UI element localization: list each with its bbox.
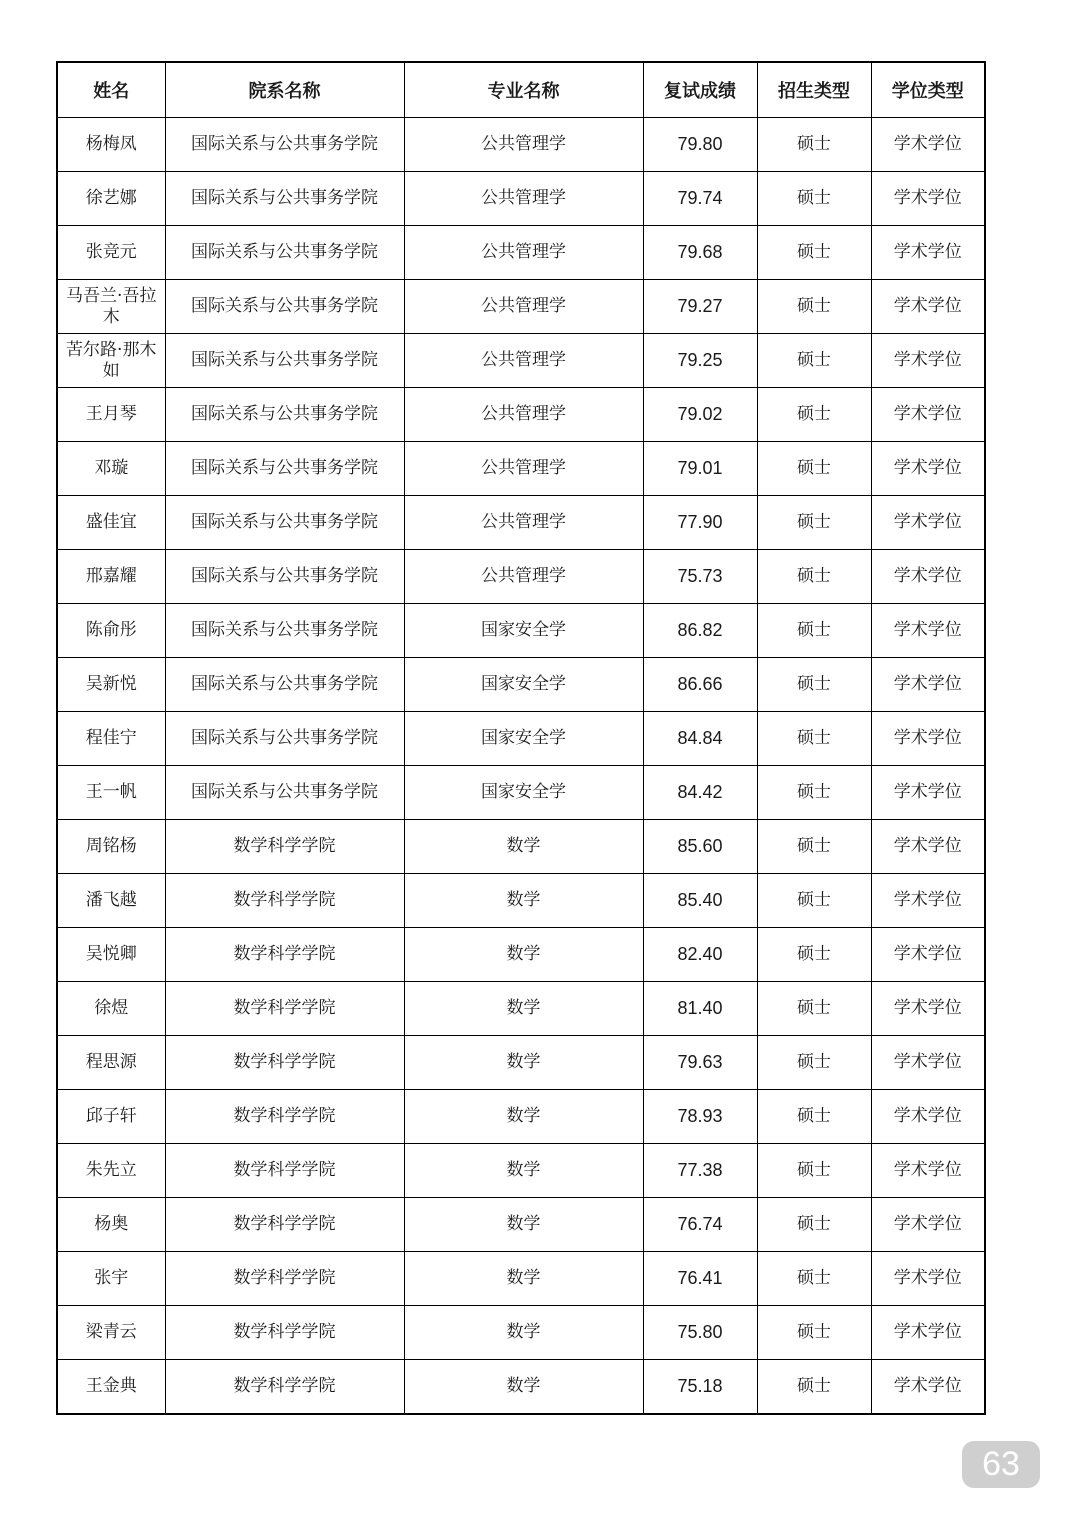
cell-department: 数学科学学院 [165, 1198, 404, 1252]
cell-score: 79.80 [643, 118, 757, 172]
cell-score: 75.80 [643, 1306, 757, 1360]
cell-score: 79.27 [643, 280, 757, 334]
cell-score: 79.01 [643, 442, 757, 496]
cell-enroll-type: 硕士 [757, 658, 871, 712]
table-header [57, 62, 985, 118]
cell-degree-type: 学术学位 [871, 1306, 985, 1360]
cell-score: 77.90 [643, 496, 757, 550]
cell-score: 78.93 [643, 1090, 757, 1144]
table-row [57, 874, 985, 928]
table-row [57, 1144, 985, 1198]
cell-major: 国家安全学 [404, 604, 643, 658]
table-row [57, 496, 985, 550]
cell-department: 数学科学学院 [165, 1360, 404, 1415]
cell-major: 公共管理学 [404, 226, 643, 280]
cell-degree-type: 学术学位 [871, 550, 985, 604]
cell-major: 公共管理学 [404, 118, 643, 172]
cell-major: 数学 [404, 1306, 643, 1360]
cell-enroll-type: 硕士 [757, 118, 871, 172]
cell-name: 杨梅凤 [57, 118, 165, 172]
cell-major: 数学 [404, 1198, 643, 1252]
cell-department: 国际关系与公共事务学院 [165, 334, 404, 388]
cell-name: 陈俞彤 [57, 604, 165, 658]
cell-degree-type: 学术学位 [871, 280, 985, 334]
cell-score: 82.40 [643, 928, 757, 982]
cell-score: 76.74 [643, 1198, 757, 1252]
cell-name: 周铭杨 [57, 820, 165, 874]
cell-degree-type: 学术学位 [871, 1252, 985, 1306]
cell-department: 数学科学学院 [165, 1252, 404, 1306]
cell-enroll-type: 硕士 [757, 874, 871, 928]
cell-score: 86.66 [643, 658, 757, 712]
cell-major: 数学 [404, 874, 643, 928]
cell-major: 国家安全学 [404, 712, 643, 766]
cell-enroll-type: 硕士 [757, 982, 871, 1036]
admission-table [56, 61, 986, 1415]
cell-major: 数学 [404, 1036, 643, 1090]
cell-enroll-type: 硕士 [757, 1036, 871, 1090]
cell-department: 国际关系与公共事务学院 [165, 496, 404, 550]
table-row [57, 712, 985, 766]
table-row [57, 550, 985, 604]
cell-enroll-type: 硕士 [757, 496, 871, 550]
cell-score: 84.84 [643, 712, 757, 766]
cell-enroll-type: 硕士 [757, 280, 871, 334]
cell-enroll-type: 硕士 [757, 766, 871, 820]
cell-score: 75.18 [643, 1360, 757, 1415]
cell-name: 程思源 [57, 1036, 165, 1090]
cell-department: 国际关系与公共事务学院 [165, 280, 404, 334]
cell-enroll-type: 硕士 [757, 604, 871, 658]
table-row [57, 1090, 985, 1144]
table-row [57, 172, 985, 226]
cell-major: 公共管理学 [404, 172, 643, 226]
cell-name: 徐艺娜 [57, 172, 165, 226]
cell-degree-type: 学术学位 [871, 982, 985, 1036]
cell-degree-type: 学术学位 [871, 928, 985, 982]
cell-name: 张宇 [57, 1252, 165, 1306]
cell-enroll-type: 硕士 [757, 550, 871, 604]
cell-score: 85.40 [643, 874, 757, 928]
table-row [57, 226, 985, 280]
cell-name: 吴悦卿 [57, 928, 165, 982]
cell-major: 数学 [404, 1090, 643, 1144]
cell-score: 79.25 [643, 334, 757, 388]
cell-name: 梁青云 [57, 1306, 165, 1360]
cell-score: 77.38 [643, 1144, 757, 1198]
cell-score: 79.02 [643, 388, 757, 442]
cell-degree-type: 学术学位 [871, 1198, 985, 1252]
cell-score: 79.68 [643, 226, 757, 280]
table-row [57, 334, 985, 388]
table-row [57, 658, 985, 712]
cell-department: 国际关系与公共事务学院 [165, 604, 404, 658]
table-body [57, 118, 985, 1415]
cell-enroll-type: 硕士 [757, 1306, 871, 1360]
header-score: 复试成绩 [643, 62, 757, 118]
cell-name: 邢嘉耀 [57, 550, 165, 604]
cell-degree-type: 学术学位 [871, 172, 985, 226]
cell-degree-type: 学术学位 [871, 874, 985, 928]
table-row [57, 928, 985, 982]
cell-major: 公共管理学 [404, 550, 643, 604]
cell-score: 86.82 [643, 604, 757, 658]
cell-degree-type: 学术学位 [871, 226, 985, 280]
cell-score: 84.42 [643, 766, 757, 820]
cell-degree-type: 学术学位 [871, 820, 985, 874]
header-department: 院系名称 [165, 62, 404, 118]
cell-name: 王一帆 [57, 766, 165, 820]
cell-department: 国际关系与公共事务学院 [165, 766, 404, 820]
table-row [57, 1198, 985, 1252]
cell-enroll-type: 硕士 [757, 1252, 871, 1306]
table-row [57, 1252, 985, 1306]
table-row [57, 442, 985, 496]
cell-department: 数学科学学院 [165, 874, 404, 928]
table-row [57, 820, 985, 874]
cell-name: 王月琴 [57, 388, 165, 442]
cell-degree-type: 学术学位 [871, 1360, 985, 1415]
cell-name: 马吾兰·吾拉木 [57, 280, 165, 334]
table-row [57, 1036, 985, 1090]
cell-enroll-type: 硕士 [757, 172, 871, 226]
cell-name: 吴新悦 [57, 658, 165, 712]
table-row [57, 604, 985, 658]
cell-major: 数学 [404, 1252, 643, 1306]
cell-degree-type: 学术学位 [871, 604, 985, 658]
cell-degree-type: 学术学位 [871, 496, 985, 550]
cell-name: 程佳宁 [57, 712, 165, 766]
cell-score: 81.40 [643, 982, 757, 1036]
cell-department: 国际关系与公共事务学院 [165, 118, 404, 172]
cell-department: 数学科学学院 [165, 1090, 404, 1144]
cell-department: 国际关系与公共事务学院 [165, 442, 404, 496]
cell-enroll-type: 硕士 [757, 334, 871, 388]
cell-degree-type: 学术学位 [871, 1090, 985, 1144]
cell-degree-type: 学术学位 [871, 766, 985, 820]
table-row [57, 118, 985, 172]
cell-degree-type: 学术学位 [871, 118, 985, 172]
cell-name: 杨奥 [57, 1198, 165, 1252]
table-row [57, 1306, 985, 1360]
cell-name: 邓璇 [57, 442, 165, 496]
cell-major: 国家安全学 [404, 766, 643, 820]
cell-major: 数学 [404, 1360, 643, 1415]
table-row [57, 1360, 985, 1415]
cell-major: 公共管理学 [404, 442, 643, 496]
cell-department: 国际关系与公共事务学院 [165, 550, 404, 604]
cell-major: 国家安全学 [404, 658, 643, 712]
cell-degree-type: 学术学位 [871, 1036, 985, 1090]
cell-name: 徐煜 [57, 982, 165, 1036]
cell-department: 国际关系与公共事务学院 [165, 172, 404, 226]
cell-name: 潘飞越 [57, 874, 165, 928]
header-major: 专业名称 [404, 62, 643, 118]
cell-degree-type: 学术学位 [871, 712, 985, 766]
header-degree-type: 学位类型 [871, 62, 985, 118]
cell-score: 76.41 [643, 1252, 757, 1306]
cell-score: 85.60 [643, 820, 757, 874]
cell-enroll-type: 硕士 [757, 928, 871, 982]
cell-degree-type: 学术学位 [871, 388, 985, 442]
cell-degree-type: 学术学位 [871, 1144, 985, 1198]
table-row [57, 766, 985, 820]
cell-score: 79.63 [643, 1036, 757, 1090]
cell-enroll-type: 硕士 [757, 712, 871, 766]
cell-department: 数学科学学院 [165, 1036, 404, 1090]
cell-degree-type: 学术学位 [871, 334, 985, 388]
cell-department: 国际关系与公共事务学院 [165, 388, 404, 442]
cell-score: 79.74 [643, 172, 757, 226]
table-row [57, 388, 985, 442]
cell-major: 公共管理学 [404, 334, 643, 388]
cell-department: 数学科学学院 [165, 1306, 404, 1360]
cell-name: 盛佳宜 [57, 496, 165, 550]
header-name: 姓名 [57, 62, 165, 118]
cell-name: 朱先立 [57, 1144, 165, 1198]
cell-major: 公共管理学 [404, 388, 643, 442]
cell-degree-type: 学术学位 [871, 442, 985, 496]
cell-enroll-type: 硕士 [757, 442, 871, 496]
cell-major: 数学 [404, 820, 643, 874]
table-row [57, 982, 985, 1036]
cell-major: 公共管理学 [404, 280, 643, 334]
header-enroll-type: 招生类型 [757, 62, 871, 118]
cell-department: 国际关系与公共事务学院 [165, 712, 404, 766]
cell-department: 数学科学学院 [165, 928, 404, 982]
cell-major: 公共管理学 [404, 496, 643, 550]
cell-department: 数学科学学院 [165, 820, 404, 874]
cell-degree-type: 学术学位 [871, 658, 985, 712]
cell-major: 数学 [404, 1144, 643, 1198]
cell-enroll-type: 硕士 [757, 1090, 871, 1144]
cell-enroll-type: 硕士 [757, 820, 871, 874]
cell-name: 王金典 [57, 1360, 165, 1415]
header-row [57, 62, 985, 118]
cell-enroll-type: 硕士 [757, 1144, 871, 1198]
cell-major: 数学 [404, 982, 643, 1036]
cell-enroll-type: 硕士 [757, 1198, 871, 1252]
cell-department: 国际关系与公共事务学院 [165, 226, 404, 280]
cell-enroll-type: 硕士 [757, 1360, 871, 1415]
cell-name: 张竞元 [57, 226, 165, 280]
table-row [57, 280, 985, 334]
cell-department: 国际关系与公共事务学院 [165, 658, 404, 712]
page-number-badge: 63 [962, 1441, 1040, 1488]
cell-department: 数学科学学院 [165, 1144, 404, 1198]
cell-enroll-type: 硕士 [757, 388, 871, 442]
cell-department: 数学科学学院 [165, 982, 404, 1036]
cell-score: 75.73 [643, 550, 757, 604]
cell-major: 数学 [404, 928, 643, 982]
cell-name: 苦尔路·那木如 [57, 334, 165, 388]
cell-enroll-type: 硕士 [757, 226, 871, 280]
cell-name: 邱子轩 [57, 1090, 165, 1144]
